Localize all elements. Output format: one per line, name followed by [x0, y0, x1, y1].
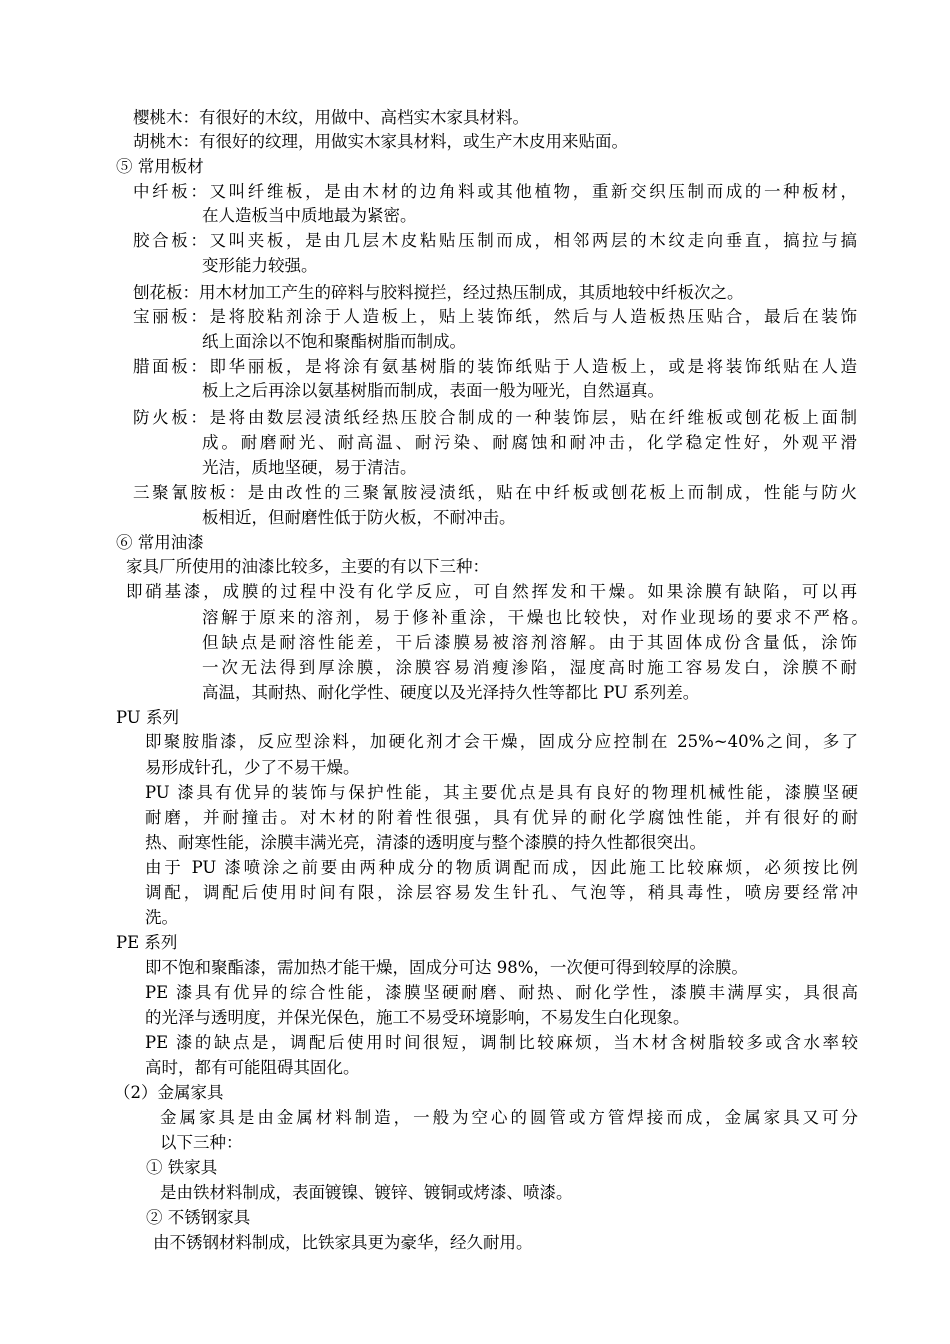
text-line: 洗。	[145, 908, 178, 927]
section-heading: ⑥ 常用油漆	[116, 533, 204, 552]
text-line: 在人造板当中质地最为紧密。	[202, 206, 417, 225]
text-line: 防火板：是将由数层浸渍纸经热压胶合制成的一种装饰层，贴在纤维板或刨花板上面制	[133, 408, 857, 427]
text-line: 中纤板：又叫纤维板，是由木材的边角料或其他植物，重新交织压制而成的一种板材，	[133, 182, 857, 201]
text-line: 即不饱和聚酯漆，需加热才能干燥，固成分可达 98%，一次便可得到较厚的涂膜。	[145, 958, 748, 977]
section-heading: （2）金属家具	[114, 1083, 224, 1102]
text-line: 以下三种：	[160, 1133, 243, 1152]
text-line: 板相近，但耐磨性低于防火板，不耐冲击。	[202, 508, 516, 527]
text-line: 由不锈钢材料制成，比铁家具更为豪华，经久耐用。	[153, 1233, 533, 1252]
text-line: 溶解于原来的溶剂，易于修补重涂，干燥也比较快，对作业现场的要求不严格。	[202, 608, 868, 627]
text-line: PU 漆具有优异的装饰与保护性能，其主要优点是具有良好的物理机械性能，漆膜坚硬	[145, 783, 858, 802]
section-heading: PU 系列	[116, 708, 179, 727]
section-heading: PE 系列	[116, 933, 178, 952]
text-line: 的光泽与透明度，并保光保色，施工不易受环境影响，不易发生白化现象。	[145, 1008, 690, 1027]
text-line: 光洁，质地坚硬，易于清洁。	[202, 458, 417, 477]
text-line: 樱桃木：有很好的木纹，用做中、高档实木家具材料。	[133, 108, 529, 127]
text-line: 腊面板：即华丽板，是将涂有氨基树脂的装饰纸贴于人造板上，或是将装饰纸贴在人造	[133, 357, 857, 376]
text-line: PE 漆的缺点是，调配后使用时间很短，调制比较麻烦，当木材含树脂较多或含水率较	[145, 1033, 858, 1052]
text-line: 但缺点是耐溶性能差，干后漆膜易被溶剂溶解。由于其固体成份含量低，涂饰	[202, 633, 857, 652]
text-line: 是由铁材料制成，表面镀镍、镀锌、镀铜或烤漆、喷漆。	[160, 1183, 573, 1202]
text-line: 一次无法得到厚涂膜，涂膜容易消瘦渗陷，湿度高时施工容易发白，涂膜不耐	[202, 658, 857, 677]
text-line: 变形能力较强。	[202, 256, 318, 275]
text-line: 胶合板：又叫夹板，是由几层木皮粘贴压制而成，相邻两层的木纹走向垂直，搞拉与搞	[133, 231, 857, 250]
section-heading: ⑤ 常用板材	[116, 157, 204, 176]
text-line: 三聚氰胺板：是由改性的三聚氰胺浸渍纸，贴在中纤板或刨花板上而制成，性能与防火	[133, 483, 857, 502]
text-line: PE 漆具有优异的综合性能，漆膜坚硬耐磨、耐热、耐化学性，漆膜丰满厚实，具很高	[145, 983, 858, 1002]
text-line: 即聚胺脂漆，反应型涂料，加硬化剂才会干燥，固成分应控制在 25%~40%之间，多了	[145, 732, 858, 751]
text-line: 板上之后再涂以氨基树脂而制成，表面一般为哑光，自然逼真。	[202, 381, 664, 400]
text-line: 纸上面涂以不饱和聚酯树脂而制成。	[202, 332, 466, 351]
text-line: 高温，其耐热、耐化学性、硬度以及光泽持久性等都比 PU 系列差。	[202, 683, 700, 702]
text-line: 成。耐磨耐光、耐高温、耐污染、耐腐蚀和耐冲击，化学稳定性好，外观平滑	[202, 433, 857, 452]
text-line: 刨花板：用木材加工产生的碎料与胶料搅拦，经过热压制成，其质地较中纤板次之。	[133, 283, 744, 302]
text-line: 金属家具是由金属材料制造，一般为空心的圆管或方管焊接而成，金属家具又可分	[160, 1108, 858, 1127]
text-line: 宝丽板：是将胶粘剂涂于人造板上，贴上装饰纸，然后与人造板热压贴合，最后在装饰	[133, 307, 857, 326]
text-line: 调配，调配后使用时间有限，涂层容易发生针孔、气泡等，稍具毒性，喷房要经常冲	[145, 883, 858, 902]
text-line: 家具厂所使用的油漆比较多，主要的有以下三种：	[126, 557, 489, 576]
text-line: 胡桃木：有很好的纹理，用做实木家具材料，或生产木皮用来贴面。	[133, 132, 628, 151]
text-line: 热、耐寒性能，涂膜丰满光亮，清漆的透明度与整个漆膜的持久性都很突出。	[145, 833, 706, 852]
text-line: 耐磨，并耐撞击。对木材的附着性很强，具有优异的耐化学腐蚀性能，并有很好的耐	[145, 808, 858, 827]
text-line: 高时，都有可能阻碍其固化。	[145, 1058, 360, 1077]
text-line: 即硝基漆，成膜的过程中没有化学反应，可自然挥发和干燥。如果涂膜有缺陷，可以再	[126, 582, 857, 601]
subsection-heading: ① 铁家具	[146, 1158, 218, 1177]
subsection-heading: ② 不锈钢家具	[146, 1208, 251, 1227]
text-line: 易形成针孔，少了不易干燥。	[145, 758, 360, 777]
text-line: 由于 PU 漆喷涂之前要由两种成分的物质调配而成，因此施工比较麻烦，必须按比例	[145, 858, 858, 877]
